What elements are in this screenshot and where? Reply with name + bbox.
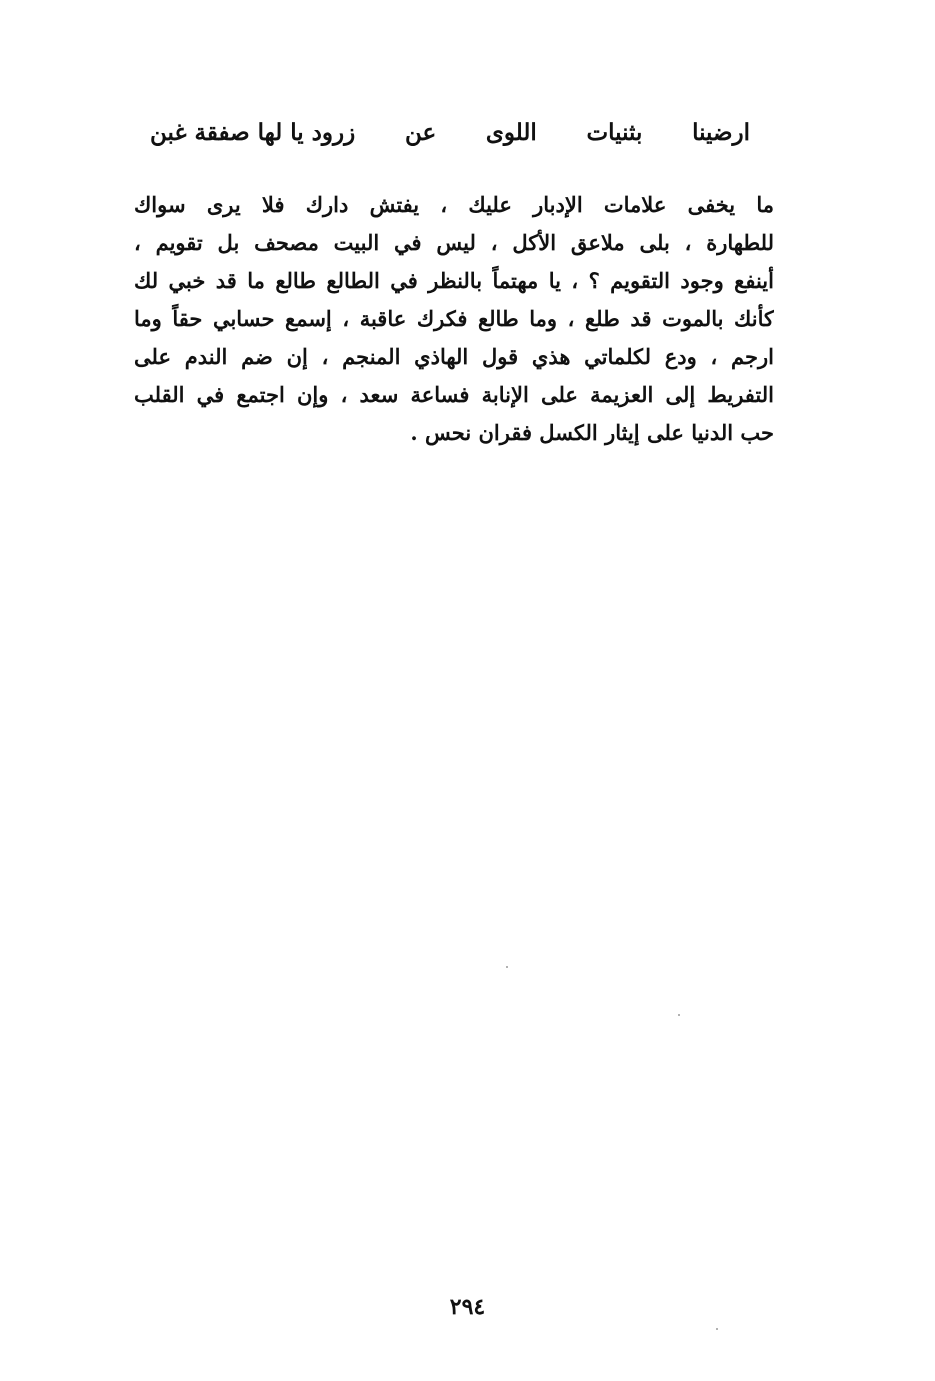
prose-line: كأنك بالموت قد طلع ، وما طالع فكرك عاقبة ، إسمع حسابي حقاً وما [134,306,774,331]
verse-word: اللوى [485,118,537,146]
prose-line: التفريط إلى العزيمة على الإنابة فساعة سعد ، وإن اجتمع في القلب [134,382,774,407]
prose-paragraph [134,186,774,452]
verse-word: بثنيات [586,118,643,146]
verse-word: ارضينا [692,118,750,146]
prose-line: ارجم ، ودع لكلماتي هذي قول الهاذي المنجم ، إن ضم الندم على [134,344,774,369]
prose-line: ما يخفى علامات الإدبار عليك ، يفتش دارك فلا يرى سواك [134,192,774,217]
verse-word: زرود يا لها صفقة غبن [150,118,356,146]
prose-line: للطهارة ، بلى ملاعق الأكل ، ليس في البيت مصحف بل تقويم ، [134,230,774,255]
page-number: ٢٩٤ [449,1294,486,1320]
paper-speck [506,966,508,968]
paper-speck [678,1014,680,1016]
verse-word: عن [404,118,437,146]
paper-speck [716,1328,718,1330]
verse-line [150,110,750,154]
prose-line: أينفع وجود التقويم ؟ ، يا مهتماً بالنظر في الطالع طالع ما قد خبي لك [134,268,774,293]
prose-line: حب الدنيا على إيثار الكسل فقران نحس . [410,420,774,445]
